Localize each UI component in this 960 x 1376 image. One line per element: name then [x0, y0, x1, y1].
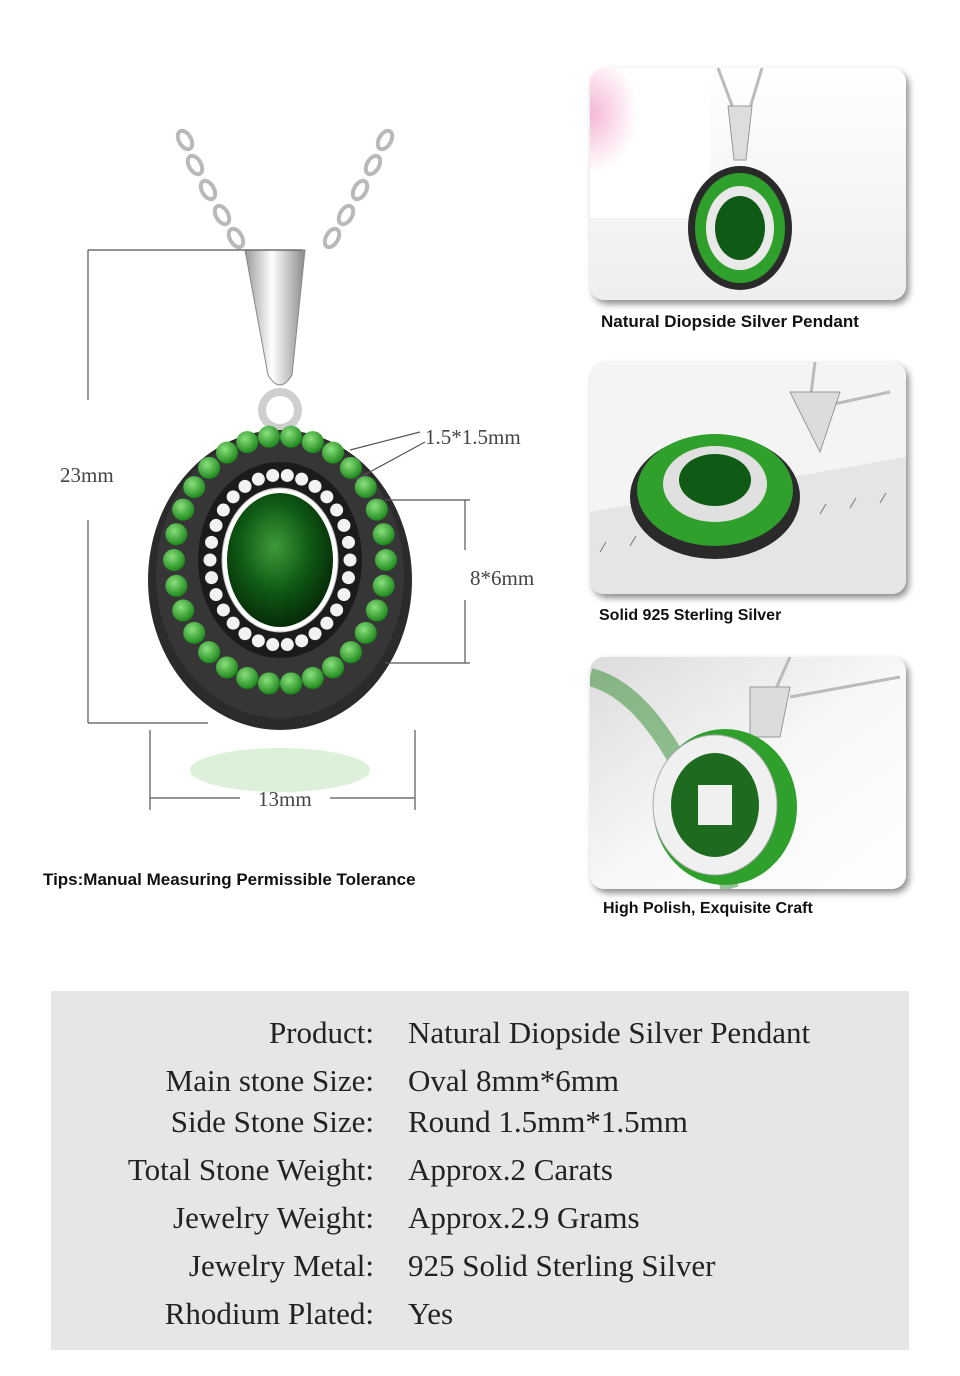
spec-row-metal — [51, 1248, 909, 1288]
pendant-diagram — [40, 120, 560, 820]
spec-row-total-weight — [51, 1152, 909, 1192]
side-stone — [205, 536, 218, 549]
spec-label: Total Stone Weight: — [127, 1152, 374, 1187]
side-stone — [322, 656, 344, 678]
side-stone — [227, 617, 240, 630]
height-label: 23mm — [60, 463, 114, 487]
side-stone — [163, 549, 185, 571]
side-stone — [198, 457, 220, 479]
side-stone — [172, 499, 194, 521]
side-stone — [172, 599, 194, 621]
side-stone — [375, 549, 397, 571]
side-stone — [183, 476, 205, 498]
side-stone — [239, 627, 252, 640]
spec-value: Approx.2.9 Grams — [408, 1200, 640, 1235]
side-stone — [373, 523, 395, 545]
spec-row-side-stone — [51, 1104, 909, 1144]
side-stone — [217, 603, 230, 616]
side-stone — [320, 617, 333, 630]
thumbnail-back[interactable] — [590, 657, 906, 889]
bail — [245, 250, 305, 385]
spec-value: Round 1.5mm*1.5mm — [408, 1104, 688, 1139]
side-stone — [355, 476, 377, 498]
spec-value: Yes — [408, 1296, 454, 1331]
thumbnail-front[interactable] — [590, 68, 906, 300]
spec-label: Jewelry Metal: — [188, 1248, 374, 1283]
side-stone — [340, 641, 362, 663]
spec-row-jewelry-weight — [51, 1200, 909, 1240]
side-stone — [330, 504, 343, 517]
pendant-body — [148, 426, 412, 730]
specs-panel — [51, 991, 909, 1350]
side-stone — [258, 426, 280, 448]
pendant-front-image — [590, 68, 906, 300]
side-stone — [302, 431, 324, 453]
side-stone — [266, 638, 279, 651]
side-stone — [302, 667, 324, 689]
spec-row-rhodium — [51, 1296, 909, 1336]
spec-label: Side Stone Size: — [170, 1104, 374, 1139]
side-stone — [258, 672, 280, 694]
side-stone — [295, 473, 308, 486]
side-stone — [330, 603, 343, 616]
thumbnail-ruler[interactable] — [590, 362, 906, 594]
side-stone — [281, 469, 294, 482]
side-stone — [216, 442, 238, 464]
side-stone — [165, 575, 187, 597]
side-stone — [355, 622, 377, 644]
chain — [175, 128, 395, 249]
side-stone — [320, 490, 333, 503]
side-stone — [340, 457, 362, 479]
side-stone — [236, 431, 258, 453]
side-stone — [344, 554, 357, 567]
thumbnail-caption-1: Natural Diopside Silver Pendant — [601, 312, 859, 331]
side-stone — [205, 571, 218, 584]
tips-text: Tips:Manual Measuring Permissible Tolerance — [43, 870, 416, 889]
side-stone — [217, 504, 230, 517]
side-stone — [252, 473, 265, 486]
side-stone — [309, 627, 322, 640]
spec-label: Rhodium Plated: — [164, 1296, 374, 1331]
side-stone — [342, 536, 355, 549]
side-stone — [281, 638, 294, 651]
side-stone — [266, 469, 279, 482]
thumbnail-caption-3: High Polish, Exquisite Craft — [603, 900, 813, 917]
side-stone — [309, 480, 322, 493]
side-stone — [239, 480, 252, 493]
side-stone — [204, 554, 217, 567]
pendant-ruler-image — [590, 362, 906, 594]
side-stone — [227, 490, 240, 503]
spec-row-product — [51, 1015, 909, 1055]
side-stone — [280, 426, 302, 448]
side-stone — [210, 519, 223, 532]
side-stone — [252, 634, 265, 647]
side-stone — [236, 667, 258, 689]
pendant-back-image — [590, 657, 906, 889]
thumbnail-caption-2: Solid 925 Sterling Silver — [599, 607, 782, 624]
side-stone — [342, 571, 355, 584]
width-label: 13mm — [258, 787, 312, 811]
side-stone — [280, 672, 302, 694]
spec-value: Approx.2 Carats — [408, 1152, 613, 1187]
side-stone — [295, 634, 308, 647]
side-stone — [198, 641, 220, 663]
side-stone — [366, 599, 388, 621]
side-stone — [216, 656, 238, 678]
spec-value: Oval 8mm*6mm — [408, 1063, 619, 1098]
side-stone — [337, 519, 350, 532]
spec-value: Natural Diopside Silver Pendant — [408, 1015, 811, 1050]
side-stone — [373, 575, 395, 597]
main-stone-label: 8*6mm — [470, 566, 535, 590]
side-stone — [165, 523, 187, 545]
side-stone — [366, 499, 388, 521]
side-stone — [183, 622, 205, 644]
side-stone — [322, 442, 344, 464]
spec-value: 925 Solid Sterling Silver — [408, 1248, 716, 1283]
side-stone — [210, 588, 223, 601]
spec-label: Jewelry Weight: — [173, 1200, 374, 1235]
main-stone — [227, 493, 333, 627]
spec-label: Main stone Size: — [165, 1063, 374, 1098]
spec-label: Product: — [268, 1015, 374, 1050]
side-stone-label: 1.5*1.5mm — [425, 425, 521, 449]
side-stone — [337, 588, 350, 601]
spec-row-main-stone — [51, 1063, 909, 1103]
